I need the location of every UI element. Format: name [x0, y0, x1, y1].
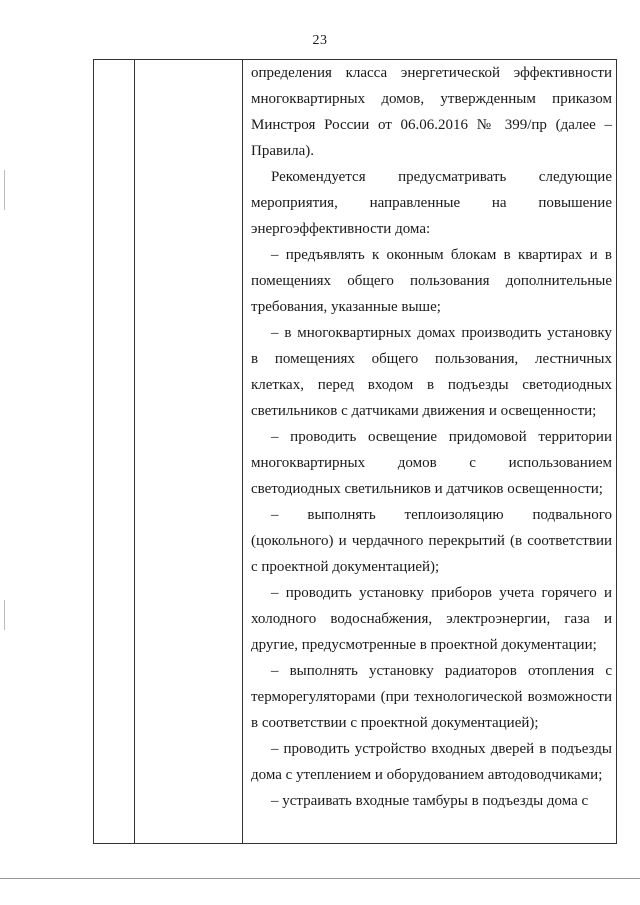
list-item: – проводить установку приборов учета горячего и холодного водоснабжения, электроэнергии, газа и другие, предусмотренные в проектной документации; — [251, 585, 612, 653]
table-cell-text — [251, 60, 612, 814]
paragraph-intro: Рекомендуется предусматривать следующие мероприятия, направленные на повышение энергоэффективности дома: — [251, 169, 612, 237]
list-item: – проводить освещение придомовой территории многоквартирных домов с использованием светодиодных светильников и датчиков освещенности; — [251, 429, 612, 497]
list-item: – проводить устройство входных дверей в подъезды дома с утеплением и оборудованием автодоводчиками; — [251, 741, 612, 783]
list-item: – устраивать входные тамбуры в подъезды дома с — [271, 793, 589, 809]
list-item: – выполнять установку радиаторов отопления с терморегуляторами (при технологической возможности в соответствии с проектной документацией); — [251, 663, 612, 731]
table-column-divider — [134, 60, 135, 844]
page-number: 23 — [312, 33, 328, 48]
list-item: – в многоквартирных домах производить установку в помещениях общего пользования, лестничных клетках, перед входом в подъезды светодиодных светильников с датчиками движения и освещенности; — [251, 325, 612, 419]
table-bottom-border — [93, 843, 617, 844]
scan-margin-mark — [4, 170, 5, 210]
scan-margin-mark — [4, 600, 5, 630]
paragraph-continuation: определения класса энергетической эффективности многоквартирных домов, утвержденным приказом Минстроя России от 06.06.2016 № 399/пр (далее – Правила). — [251, 65, 612, 159]
list-item: – предъявлять к оконным блокам в квартирах и в помещениях общего пользования дополнительные требования, указанные выше; — [251, 247, 612, 315]
table-column-divider — [242, 60, 243, 844]
scan-bottom-edge — [0, 878, 640, 879]
list-item: – выполнять теплоизоляцию подвального (цокольного) и чердачного перекрытий (в соответствии с проектной документацией); — [251, 507, 612, 575]
